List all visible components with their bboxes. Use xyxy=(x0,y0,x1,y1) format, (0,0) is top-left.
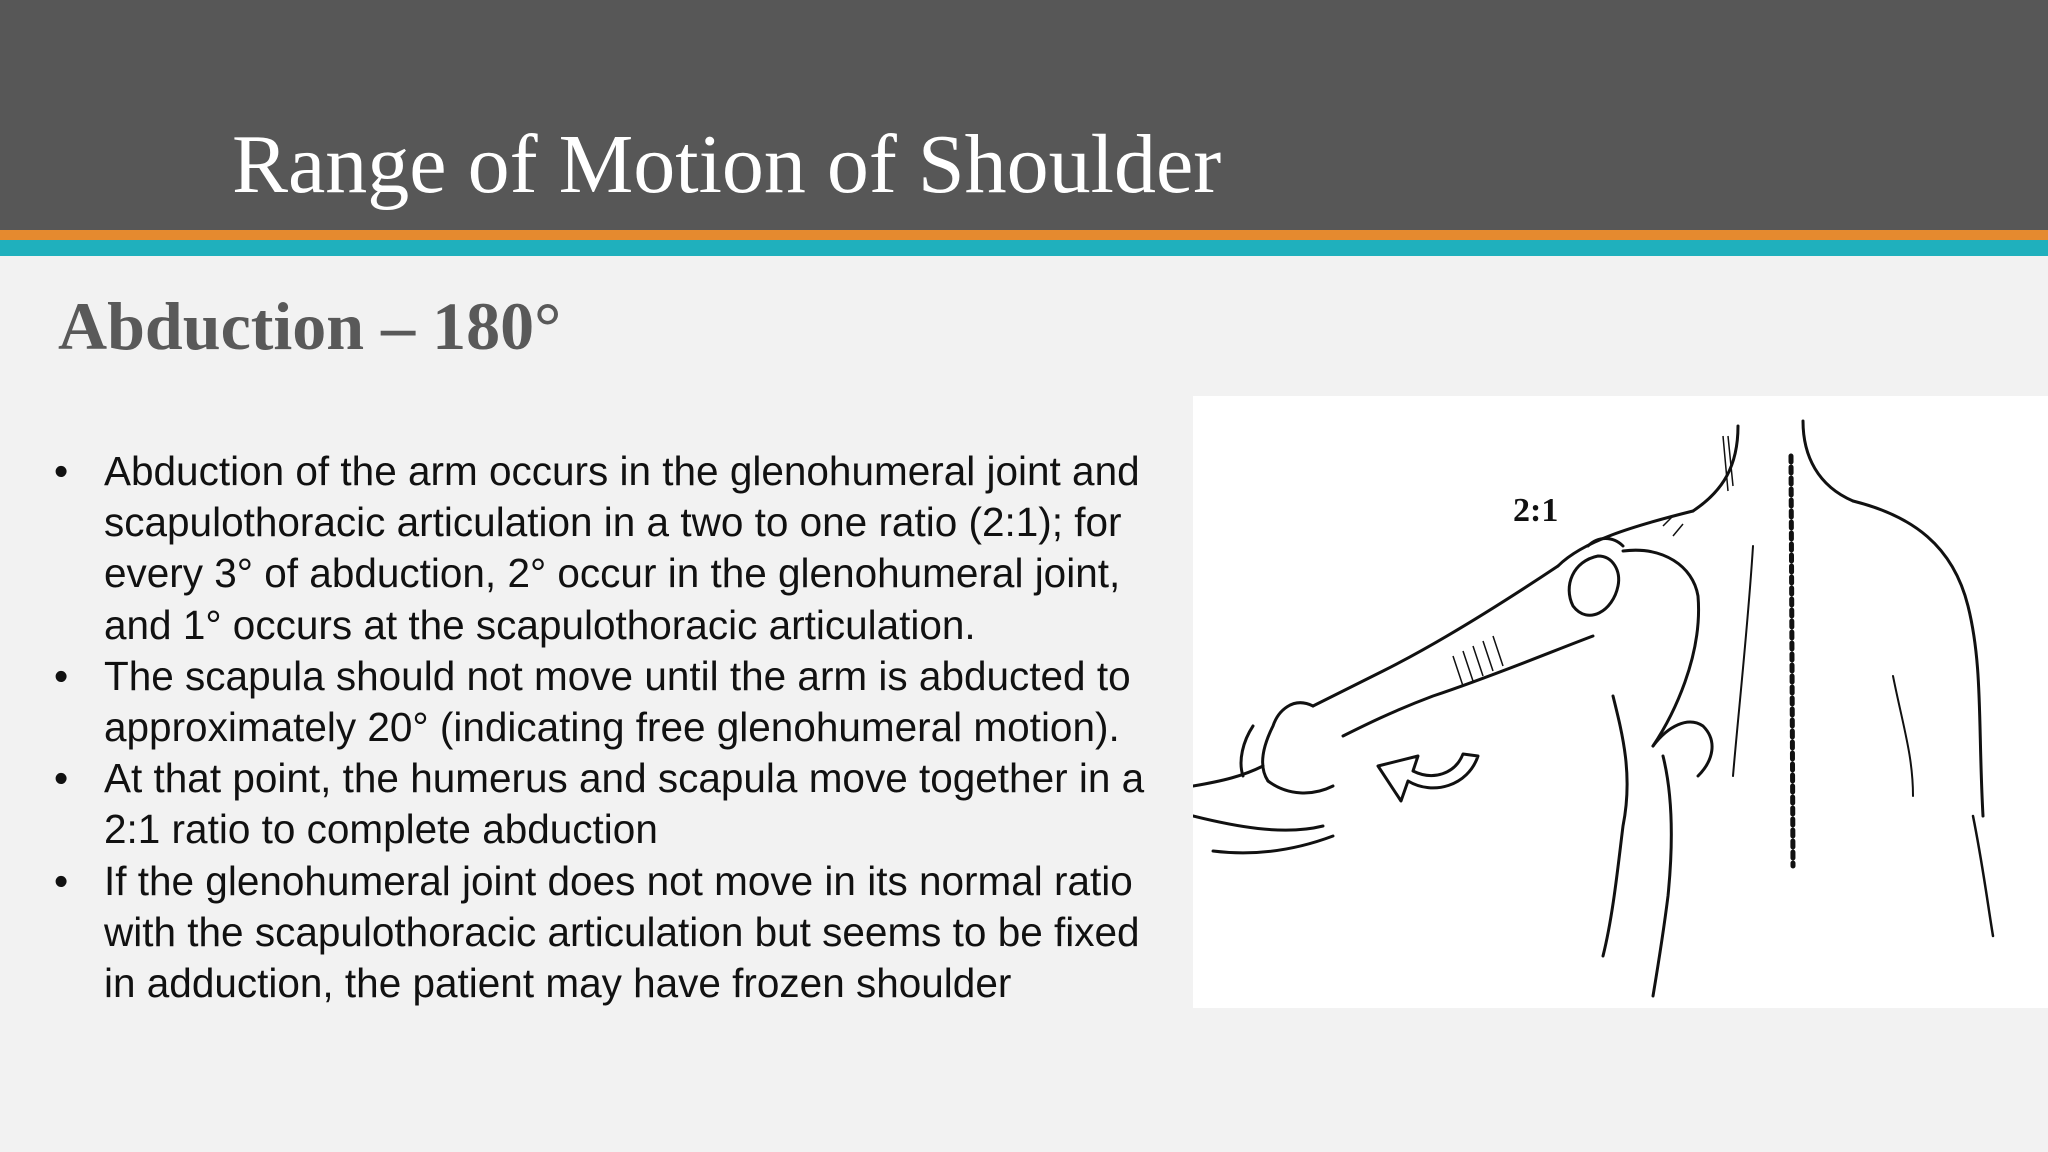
back-outline-right xyxy=(1853,501,1983,816)
bullet-marker: • xyxy=(54,448,69,494)
bullet-text: with the scapulothoracic articulation but seems to be fixed in adduction, the patient may have frozen shoulder xyxy=(104,908,1140,1007)
bullet-item xyxy=(52,856,1172,907)
ratio-label: 2:1 xyxy=(1513,492,1559,529)
bullet-marker: • xyxy=(54,857,69,904)
bullet-marker: • xyxy=(54,755,69,802)
humeral-head xyxy=(1569,556,1618,615)
shoulder-abduction-illustration xyxy=(1193,396,2048,1008)
bullet-item xyxy=(52,446,1172,651)
slide-title: Range of Motion of Shoulder xyxy=(232,118,1222,211)
examiner-forearm xyxy=(1603,696,1627,956)
slide-subtitle: Abduction – 180° xyxy=(58,288,562,364)
accent-stripe-teal xyxy=(0,240,2048,256)
title-bar xyxy=(0,0,2048,230)
bullet-item xyxy=(52,753,1172,855)
bullet-continuation xyxy=(52,907,1172,1009)
bullet-marker: • xyxy=(54,652,69,699)
examiner-hand-arm xyxy=(1263,703,1313,781)
bullet-item xyxy=(52,651,1172,753)
shoulder-abduction-drawing xyxy=(1193,396,2048,1008)
spine-line xyxy=(1791,456,1793,866)
scapula-border xyxy=(1623,550,1699,746)
bullet-text: If the glenohumeral joint does not move in its normal ratio xyxy=(104,857,1133,904)
bullet-text: The scapula should not move until the arm is abducted to approximately 20° (indicating free glenohumeral motion). xyxy=(104,652,1131,751)
bullet-text: Abduction of the arm occurs in the glenohumeral joint and scapulothoracic articulation in a two to one ratio (2:1); for every 3° of abduction, 2° occur in the glenohumeral joint, and 1° occurs at the scapulothoracic articulation. xyxy=(104,448,1140,648)
trapezius-outline xyxy=(1558,511,1693,566)
neck-outline-right xyxy=(1803,421,1853,501)
bullet-list xyxy=(52,446,1172,1009)
upper-arm-bottom xyxy=(1343,636,1593,736)
motion-arrow xyxy=(1378,754,1478,801)
bullet-text: At that point, the humerus and scapula move together in a 2:1 ratio to complete abduction xyxy=(104,755,1145,853)
accent-stripe-orange xyxy=(0,230,2048,240)
upper-arm-top xyxy=(1313,566,1558,706)
